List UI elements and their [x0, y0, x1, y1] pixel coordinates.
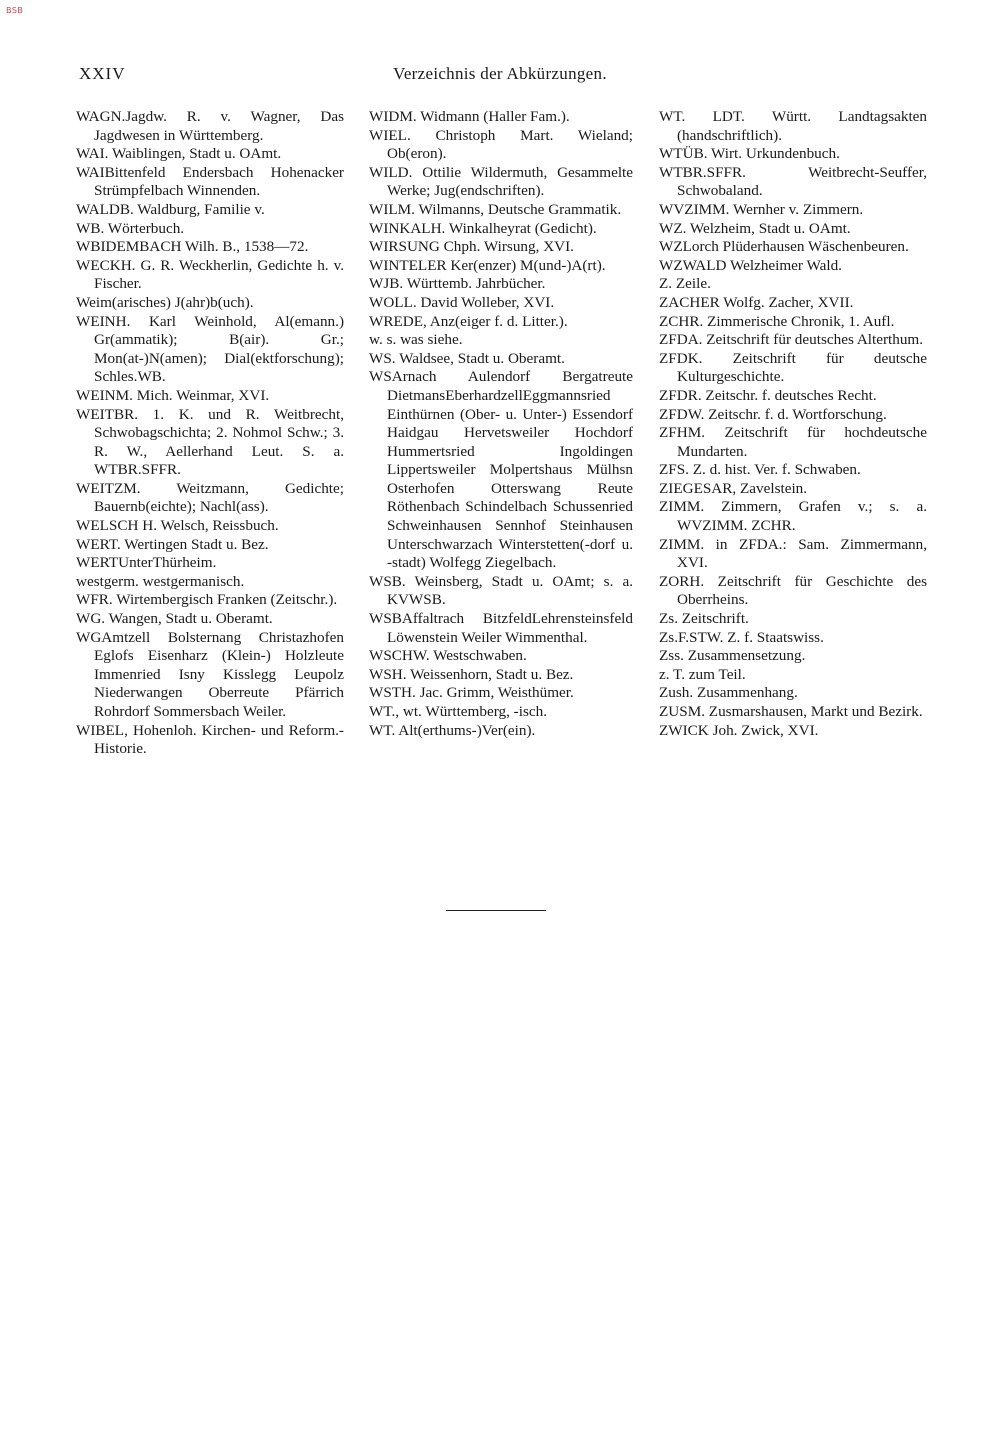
abbreviation-entry: WAI. Waiblingen, Stadt u. OAmt.	[76, 145, 282, 163]
abbreviation-entry: WFR. Wirtembergisch Franken (Zeitschr.).	[76, 591, 338, 609]
column-left	[76, 108, 344, 759]
abbreviation-entry: WT. Alt(erthums-)Ver(ein).	[369, 721, 536, 739]
abbreviation-entry: WALDB. Waldburg, Familie v.	[76, 200, 265, 218]
abbreviation-entry: ZWICK Joh. Zwick, XVI.	[659, 721, 819, 739]
abbreviation-entry: ZIEGESAR, Zavelstein.	[659, 479, 808, 497]
abbreviation-entry: WT., wt. Württemberg, -isch.	[369, 703, 547, 720]
abbreviation-entry: Zss. Zusammensetzung.	[659, 647, 806, 665]
column-middle	[369, 108, 633, 740]
abbreviation-entry: WEITZM. Weitzmann, Gedichte; Bauernb(eichte); Nachl(ass).	[76, 479, 344, 516]
abbreviation-entry: WSArnach Aulendorf Bergatreute DietmansEberhardzellEggmannsried Einthürnen (Ober- u. Unter-) Essendorf Haidgau Hervetsweiler Hochdorf Hummertsried Ingoldingen Lippertsweiler Molpertshaus Mülhsn Osterhofen Otterswang Reute Röthenbach Schindelbach Schussenried Schweinhausen Sennhof Steinhausen Unterschwarzach Winterstetten(-dorf u. -stadt) Wolfegg Ziegelbach.	[369, 368, 633, 572]
abbreviation-entry: WTÜB. Wirt. Urkundenbuch.	[659, 145, 840, 163]
abbreviation-entry: WB. Wörterbuch.	[76, 219, 185, 237]
abbreviation-entry: WINKALH. Winkalheyrat (Gedicht).	[369, 219, 597, 237]
abbreviation-entry: WSTH. Jac. Grimm, Weisthümer.	[369, 684, 574, 702]
abbreviation-entry: WVZIMM. Wernher v. Zimmern.	[659, 200, 864, 218]
column-right	[659, 108, 927, 740]
abbreviation-entry: WINTELER Ker(enzer) M(und-)A(rt).	[369, 256, 606, 274]
abbreviation-entry: WTBR.SFFR. Weitbrecht-Seuffer, Schwobaland.	[659, 163, 927, 200]
abbreviation-entry: Weim(arisches) J(ahr)b(uch).	[76, 293, 254, 311]
abbreviation-entry: Z. Zeile.	[659, 275, 711, 293]
abbreviation-entry: ZACHER Wolfg. Zacher, XVII.	[659, 293, 854, 311]
abbreviation-entry: Zush. Zusammenhang.	[659, 684, 798, 702]
abbreviation-entry: westgerm. westgermanisch.	[76, 572, 245, 590]
abbreviation-entry: WIDM. Widmann (Haller Fam.).	[369, 108, 570, 125]
abbreviation-entry: WZ. Welzheim, Stadt u. OAmt.	[659, 219, 851, 237]
abbreviation-entry: WILD. Ottilie Wildermuth, Gesammelte Werke; Jug(endschriften).	[369, 163, 633, 200]
abbreviation-entry: WEITBR. 1. K. und R. Weitbrecht, Schwobagschichta; 2. Nohmol Schw.; 3. R. W., Aellerhand Leut. S. a. WTBR.SFFR.	[76, 405, 344, 479]
abbreviation-entry: WAGN.Jagdw. R. v. Wagner, Das Jagdwesen in Württemberg.	[76, 108, 344, 144]
abbreviation-entry: ZCHR. Zimmerische Chronik, 1. Aufl.	[659, 312, 895, 330]
abbreviation-entry: WREDE, Anz(eiger f. d. Litter.).	[369, 312, 568, 330]
abbreviation-entry: WOLL. David Wolleber, XVI.	[369, 293, 555, 311]
abbreviation-entry: ZFDK. Zeitschrift für deutsche Kulturgeschichte.	[659, 349, 927, 386]
abbreviation-entry: ZFHM. Zeitschrift für hochdeutsche Mundarten.	[659, 424, 927, 460]
abbreviation-entry: WSBAffaltrach BitzfeldLehrensteinsfeld Löwenstein Weiler Wimmenthal.	[369, 610, 633, 646]
abbreviation-entry: WERT. Wertingen Stadt u. Bez.	[76, 535, 269, 553]
abbreviation-entry: z. T. zum Teil.	[659, 665, 746, 683]
abbreviation-entry: WIBEL, Hohenloh. Kirchen- und Reform.-Historie.	[76, 721, 344, 758]
abbreviation-entry: WT. LDT. Württ. Landtagsakten (handschriftlich).	[659, 108, 927, 144]
abbreviation-entry: WJB. Württemb. Jahrbücher.	[369, 275, 546, 293]
abbreviation-entry: WEINM. Mich. Weinmar, XVI.	[76, 386, 270, 404]
abbreviation-entry: WZWALD Welzheimer Wald.	[659, 256, 842, 274]
abbreviation-entry: WS. Waldsee, Stadt u. Oberamt.	[369, 349, 565, 367]
library-watermark: BSB	[6, 6, 24, 15]
abbreviation-entry: WSCHW. Westschwaben.	[369, 647, 527, 665]
abbreviation-entry: Zs. Zeitschrift.	[659, 610, 749, 628]
abbreviation-entry: WGAmtzell Bolsternang Christazhofen Eglofs Eisenharz (Klein-) Holzleute Immenried Isny Kisslegg Leupolz Niederwangen Oberreute Pfärrich Rohrdorf Sommersbach Weiler.	[76, 628, 344, 720]
abbreviation-entry: WSB. Weinsberg, Stadt u. OAmt; s. a. KVWSB.	[369, 572, 633, 609]
abbreviation-entry: w. s. was siehe.	[369, 331, 463, 349]
abbreviation-entry: WAIBittenfeld Endersbach Hohenacker Strümpfelbach Winnenden.	[76, 163, 344, 200]
abbreviation-entry: WIEL. Christoph Mart. Wieland; Ob(eron).	[369, 126, 633, 163]
abbreviation-entry: ZFDW. Zeitschr. f. d. Wortforschung.	[659, 405, 887, 423]
abbreviation-entry: WILM. Wilmanns, Deutsche Grammatik.	[369, 200, 622, 218]
abbreviation-entry: ZIMM. Zimmern, Grafen v.; s. a. WVZIMM. ZCHR.	[659, 498, 927, 535]
page-number: XXIV	[79, 64, 126, 83]
abbreviation-entry: WG. Wangen, Stadt u. Oberamt.	[76, 610, 273, 628]
end-rule	[446, 910, 546, 911]
abbreviation-entry: WEINH. Karl Weinhold, Al(emann.) Gr(ammatik); B(air). Gr.; Mon(at-)N(amen); Dial(ektforschung); Schles.WB.	[76, 312, 344, 386]
abbreviation-entry: WELSCH H. Welsch, Reissbuch.	[76, 517, 279, 535]
abbreviation-entry: Zs.F.STW. Z. f. Staatswiss.	[659, 628, 824, 646]
abbreviation-entry: ZORH. Zeitschrift für Geschichte des Oberrheins.	[659, 572, 927, 609]
abbreviation-entry: ZFDR. Zeitschr. f. deutsches Recht.	[659, 386, 877, 404]
abbreviation-entry: WIRSUNG Chph. Wirsung, XVI.	[369, 238, 574, 256]
abbreviation-entry: ZFS. Z. d. hist. Ver. f. Schwaben.	[659, 461, 861, 479]
abbreviation-entry: ZUSM. Zusmarshausen, Markt und Bezirk.	[659, 703, 923, 720]
abbreviation-entry: WBIDEMBACH Wilh. B., 1538—72.	[76, 238, 309, 256]
abbreviation-entry: ZFDA. Zeitschrift für deutsches Alterthum.	[659, 331, 924, 349]
abbreviation-entry: WSH. Weissenhorn, Stadt u. Bez.	[369, 665, 574, 683]
abbreviation-entry: ZIMM. in ZFDA.: Sam. Zimmermann, XVI.	[659, 535, 927, 572]
abbreviation-entry: WZLorch Plüderhausen Wäschenbeuren.	[659, 238, 909, 256]
abbreviation-entry: WERTUnterThürheim.	[76, 554, 217, 572]
abbreviation-entry: WECKH. G. R. Weckherlin, Gedichte h. v. Fischer.	[76, 256, 344, 293]
running-title: Verzeichnis der Abkürzungen.	[393, 64, 607, 83]
